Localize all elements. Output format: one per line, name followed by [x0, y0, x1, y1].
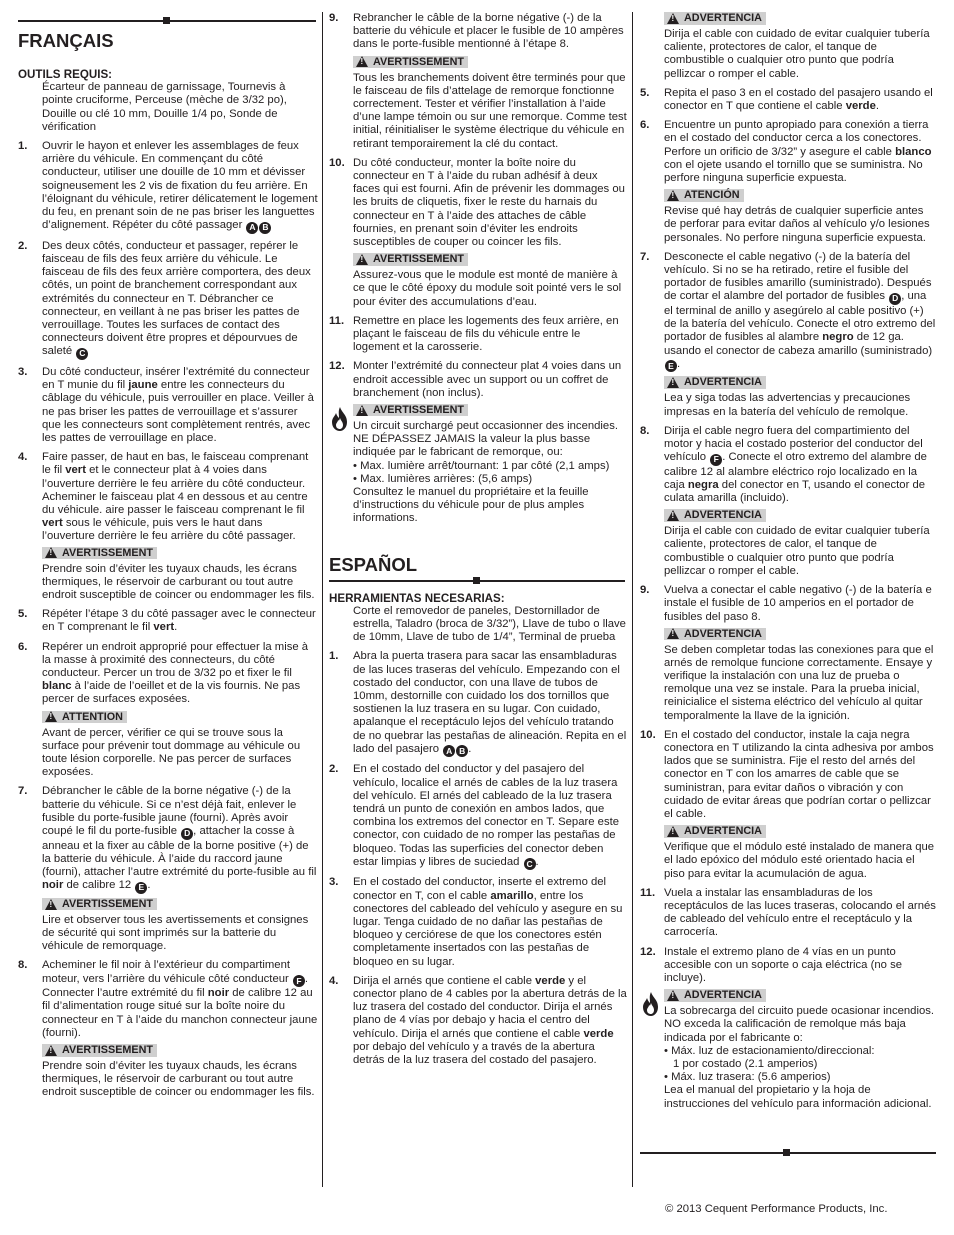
step-1: 1. Ouvrir le hayon et enlever les assemblages de feux arrière du véhicule. En commençant du côté conducteur, utiliser une douille de 10 mm et dévisser soigneusement les 2 vis de fixation du feu arrière. En l’éloignant du véhicule, retirer délicatement le logement du feu, en prenant soin de ne pas briser les languettes d’alignement. Répéter du côté passager A B — [18, 140, 318, 233]
warning-icon — [45, 1045, 57, 1056]
step-12-es: 12. Instale el extremo plano de 4 vías en un punto accesible con un soporte o caja eléctrica (no se incluye). — [640, 945, 902, 985]
warning-9-fr: ! AVERTISSEMENT Tous les branchements doivent être terminés pour que le faisceau de fils d’attelage de remorque fonctionne correctement. Tester et vérifier l’installation à l’aide d’une lampe témoin ou sur une remorque. Comme test initial, réinitialiser le système électrique du véhicule en retirant temporairement la clé du contact. — [329, 56, 627, 151]
middle-column — [329, 12, 627, 1067]
warning-icon — [667, 190, 679, 201]
step-4-es: 4. Dirija el arnés que contiene el cable verde y el conector plano de 4 cables por la abertura detrás de la luz trasera del costado del conductor. Dirija el arnés plano de 4 vías por debajo y hacia el centro del vehículo. Dirija el arnés que contiene el cable verde por debajo del vehículo y a través de la abertura detrás de la luz trasera del costado del pasajero. — [329, 974, 627, 1067]
warning-label: ! ATENCIÓN — [664, 189, 744, 202]
step-5-es: 5. Repita el paso 3 en el costado del pasajero usando el conector en T que contiene el cable verde. — [640, 86, 933, 112]
warning-label: ! ADVERTENCIA — [664, 989, 766, 1002]
warning-label: ! ADVERTENCIA — [664, 12, 766, 25]
warning-4-es: ! ADVERTENCIA Dirija el cable con cuidado de evitar cualquier tubería caliente, protectores de calor, el tanque de combustible o cualquier otro punto que podría pellizcar o romper el cable. — [640, 12, 936, 81]
marker-a: A — [246, 222, 258, 234]
step-6: 6. Repérer un endroit approprié pour effectuer la mise à la masse à proximité des connecteurs, du côté conducteur. Percer un trou de 3/32 po et fixer le fil blanc à l’aide de l’oeillet et de la vis fournis. Ne pas percer de surfaces exposées. — [18, 640, 309, 706]
marker-c: C — [524, 858, 536, 870]
attention-6: ! ATTENTION Avant de percer, vérifier ce qui se trouve sous la surface pour prévenir tout dommage au véhicule ou toute lésion corporelle. Ne pas percer de surfaces exposées. — [18, 711, 318, 780]
warning-icon — [667, 510, 679, 521]
spanish-heading: ESPAÑOL — [329, 553, 418, 575]
warning-label: ! ADVERTENCIA — [664, 509, 766, 522]
tools-text-es: Corte el removedor de paneles, Destornillador de estrella, Taladro (broca de 3/32”), Llave de tubo o llave de 10mm, Llave de tubo de 1/4”, Terminal de prueba — [353, 604, 626, 644]
marker-e: E — [135, 882, 147, 894]
marker-d: D — [889, 293, 901, 305]
step-10-fr: 10. Du côté conducteur, monter la boîte noire du connecteur en T à l’aide du ruban adhésif à deux faces qui est fourni. Afin de prévenir les dommages ou les bruits de cliquetis, fixer le reste du harnais du connecteur en T à l’aide des attaches de câble fournies, en prenant soin d’éviter les endroits susceptibles de couper ou coincer les fils. — [329, 156, 625, 248]
step-11-fr: 11. Remettre en place les logements des feux arrière, en plaçant le faisceau de fils du véhicule entre le logement et la carosserie. — [329, 314, 619, 354]
marker-f: F — [710, 454, 722, 466]
right-column — [640, 12, 936, 1111]
step-2: 2. Des deux côtés, conducteur et passager, repérer le faisceau de fils des feux arrière du véhicule. Le faisceau de fils des feux arrière comportera, des deux côtés, un point de branchement correspondant aux extrémités du connecteur en T. Débrancher ce connecteur, en veillant à ne pas briser les pattes de verrouillage. Toutes les surfaces de contact des connecteurs doivent être propres et dépourvues de saleté C — [18, 239, 311, 359]
step-3-es: 3. En el costado del conductor, inserte el extremo del conector en T, con el cable amarillo, entre los conectores del cableado del vehículo y asegure en su lugar. Tenga cuidado de no dañar las pestañas de bloqueo y cerciórese de que los conectores estén completamente insertados con las pestañas de bloqueo en su lugar. — [329, 876, 623, 968]
warning-icon — [667, 377, 679, 388]
step-2-es: 2. En el costado del conductor y del pasajero del vehículo, localice el arnés de cables de la luz trasera del vehículo. El arnés del cableado de la luz trasera tendrá un punto de conexión en ambos lados, que combina los extremos del conector en T. Separe este conector, con cuidado de no romper las pestañas de bloqueo. Todas las superficies del conector deben estar limpias y libres de suciedad C . — [329, 763, 620, 869]
warning-icon — [667, 990, 679, 1001]
warning-label: ! ATTENTION — [42, 711, 127, 724]
marker-a: A — [443, 745, 455, 757]
warning-label: ! ADVERTENCIA — [664, 825, 766, 838]
step-8: 8. Acheminer le fil noir à l’extérieur du compartiment moteur, vers l’arrière du véhicule côté conducteur F . Connecter l’autre extrémité du fil noir de calibre 12 au fil d’alimentation rouge situé sur la boîte noire du connecteur en T à l’aide du manchon connecteur jaune (fourni). — [18, 959, 318, 1039]
warning-10-fr: ! AVERTISSEMENT Assurez-vous que le module est monté de manière à ce que le côté époxy du module soit pointé vers le sol pour éviter des accumulations d’eau. — [329, 253, 627, 309]
warning-label: ! AVERTISSEMENT — [353, 56, 468, 69]
step-3: 3. Du côté conducteur, insérer l’extrémité du connecteur en T munie du fil jaune entre les connecteurs du câblage du véhicule, puis verrouiller en place. Veiller à ne pas briser les pattes de verrouillage et s’assurer que les connecteurs sont complètement rentrés, avec les pattes de verrouillage en place. — [18, 366, 314, 445]
fire-warning-fr: ! AVERTISSEMENT Un circuit surchargé peut occasionner des incendies. NE DÉPASSEZ JAMAIS la valeur la plus basse indiquée par le fabricant de remorque, ou: • Max. lumière arrêt/tournant: 1 par côté (2,1 amps) • Max. lumières arrières: (5,6 amps) Consultez le manuel du propriétaire et la feuille d’instructions du véhicule pour de plus amples informations. — [329, 404, 627, 526]
warning-10-es: ! ADVERTENCIA Verifique que el módulo esté instalado de manera que el lado epóxico del módulo esté orientado hacia el piso para evitar la acumulación de agua. — [640, 825, 936, 881]
fire-icon — [640, 991, 662, 1017]
step-4: 4. Faire passer, de haut en bas, le faisceau comprenant le fil vert et le connecteur plat à 4 voies dans l’ouverture derrière le feu arrière du côté conducteur. Acheminer le faisceau plat 4 en dessous et au centre du véhicule. aire passer le faisceau comprenant le fil vert sous le véhicule, puis vers le haut dans l’ouverture derrière le feu arrière du côté passager. — [18, 451, 309, 543]
step-11-es: 11. Vuela a instalar las ensambladuras de los receptáculos de las luces traseras, colocando el arnés de cableado del vehículo entre el receptáculo y la carrocería. — [640, 886, 936, 939]
step-12-fr: 12. Monter l’extrémité du connecteur plat 4 voies dans un endroit accessible avec un support ou un coffret de branchement (non inclus). — [329, 360, 622, 399]
marker-e: E — [665, 360, 677, 372]
warning-icon — [667, 13, 679, 24]
warning-label: ! AVERTISSEMENT — [42, 1044, 157, 1057]
step-5: 5. Répéter l’étape 3 du côté passager avec le connecteur en T comprenant le fil vert. — [18, 608, 316, 634]
warning-label: ! ADVERTENCIA — [664, 376, 766, 389]
column-divider — [322, 12, 323, 1187]
marker-d: D — [181, 828, 193, 840]
tools-text: Écarteur de panneau de garnissage, Tournevis à pointe cruciforme, Perceuse (mèche de 3/32 po), Douille ou clé 10 mm, Douille 1/4 po, Sonde de vérification — [42, 81, 287, 133]
marker-c: C — [76, 348, 88, 360]
warning-icon — [356, 405, 368, 416]
warning-icon — [356, 254, 368, 265]
fire-icon — [329, 406, 351, 432]
warning-icon — [667, 628, 679, 639]
warning-label: ! ADVERTENCIA — [664, 628, 766, 641]
warning-icon — [45, 711, 57, 722]
step-10-es: 10. En el costado del conductor, instale la caja negra conectora en T utilizando la cinta adhesiva por ambos lados que se suministra. Fije el resto del arnés del conector en T con los amarres de cable que se suministran, para evitar daños o vibración y con cuidado de evitar áreas que podrían cortar o pellizcar el cable. — [640, 728, 934, 821]
marker-f: F — [293, 975, 305, 987]
warning-label: ! AVERTISSEMENT — [353, 404, 468, 417]
step-1-es: 1. Abra la puerta trasera para sacar las ensambladuras de las luces traseras del vehículo. Empezando con el costado del conductor, con una llave de tubos de 10mm, destornille con cuidado los dos tornillos que sostienen la luz trasera en su lugar. Con cuidado, apalanque el receptáculo lejos del vehículo tratando de no quebrar las pestañas de alineación. Repita en el lado del pasajero A B . — [329, 650, 627, 756]
warning-4: ! AVERTISSEMENT Prendre soin d’éviter les tuyaux chauds, les écrans thermiques, le réservoir de carburant ou tout autre endroit susceptible de coincer ou endommager les fils. — [18, 547, 318, 603]
french-column — [18, 12, 318, 1100]
step-7: 7. Débrancher le câble de la borne négative (-) de la batterie du véhicule. Si ce n’est déjà fait, enlever le fusible du porte-fusible jaune (fourni). Après avoir coupé le fil du porte-fusible D , attacher la cosse à anneau et la fixer au câble de la borne positive (+) de la batterie du véhicule. À l’aide du raccord jaune (fourni), attacher l’autre extrémité du porte-fusible au fil noir de calibre 12 E . — [18, 785, 317, 893]
marker-b: B — [259, 222, 271, 234]
warning-8-es: ! ADVERTENCIA Dirija el cable con cuidado de evitar cualquier tubería caliente, protectores de calor, el tanque de combustible o cualquier otro punto que podría pellizcar o romper el cable. — [640, 509, 936, 578]
warning-7-es: ! ADVERTENCIA Lea y siga todas las advertencias y precauciones impresas en la batería del vehículo de remolque. — [640, 376, 936, 418]
warning-icon — [45, 547, 57, 558]
column-divider — [632, 12, 633, 1187]
step-8-es: 8. Dirija el cable negro fuera del compartimiento del motor y hacia el costado posterior del conductor del vehículo F . Conecte el otro extremo del alambre de calibre 12 al alambre eléctrico rojo localizado en la caja negra del conector en T, usando el conector de culata amarilla (incluido). — [640, 424, 927, 505]
step-7-es: 7. Desconecte el cable negativo (-) de la batería del vehículo. Si no se ha retirado, retire el fusible del portador de fusibles amarillo (suministrado). Después de cortar el alambre del portador de fusibles D , una el terminal de anillo y asegúrelo al cable positivo (+) de la batería del vehículo. Conecte el otro extremo del portador de fusibles al alambre negro de 12 ga. usando el conector de cabeza amarillo (suministrado) E . — [640, 250, 936, 371]
fire-warning-es: ! ADVERTENCIA La sobrecarga del circuito puede ocasionar incendios. NO exceda la calificación de remolque más baja indicada por el fabricante o: • Máx. luz de estacionamiento/direccional: 1 por costado (2.1 amperios) • Máx. luz trasera: (5.6 amperios) Lea el manual del propietario y la hoja de instrucciones del vehículo para información adicional. — [640, 989, 936, 1111]
warning-7: ! AVERTISSEMENT Lire et observer tous les avertissements et consignes de sécurité qui sont imprimés sur la batterie du véhicule de remorquage. — [18, 898, 318, 954]
rule-marker — [783, 1149, 790, 1156]
warning-label: ! AVERTISSEMENT — [353, 253, 468, 266]
step-9-fr: 9. Rebrancher le câble de la borne négative (-) de la batterie du véhicule et placer le fusible de 10 ampères dans le porte-fusible mentionné à l’étape 8. — [329, 12, 624, 51]
warning-icon — [667, 826, 679, 837]
tools-title-es: HERRAMIENTAS NECESARIAS: — [329, 591, 505, 605]
warning-label: ! AVERTISSEMENT — [42, 898, 157, 911]
marker-b: B — [456, 745, 468, 757]
tools-title: OUTILS REQUIS: — [18, 68, 113, 81]
warning-label: ! AVERTISSEMENT — [42, 547, 157, 560]
warning-icon — [356, 56, 368, 67]
step-6-es: 6. Encuentre un punto apropiado para conexión a tierra en el costado del conductor cerca a los conectores. Perfore un orificio de 3/32” y asegure el cable blanco con el ojete usando el tornillo que se suministra. No perfore ninguna superficie expuesta. — [640, 119, 932, 184]
attention-6-es: ! ATENCIÓN Revise qué hay detrás de cualquier superficie antes de perforar para evitar daños al vehículo y/o lesiones personales. No perfore ninguna superficie expuesta. — [640, 189, 936, 245]
warning-8: ! AVERTISSEMENT Prendre soin d’éviter les tuyaux chauds, les écrans thermiques, le réservoir de carburant ou tout autre endroit susceptible de coincer ou endommager les fils. — [18, 1044, 318, 1100]
step-9-es: 9. Vuelva a conectar el cable negativo (-) de la batería e instale el fusible de 10 amperios en el portador de fusibles del paso 8. — [640, 584, 932, 623]
copyright: © 2013 Cequent Performance Products, Inc. — [665, 1203, 888, 1215]
warning-9-es: ! ADVERTENCIA Se deben completar todas las conexiones para que el arnés de remolque funcione correctamente. Ensaye y verifique la instalación con una luz de prueba o remolque una vez se instale. Para la prueba inicial, reinicialice el sistema eléctrico del vehículo al quitar temporalmente la llave de la ignición. — [640, 628, 936, 723]
warning-icon — [45, 899, 57, 910]
french-heading: FRANÇAIS — [18, 30, 114, 51]
